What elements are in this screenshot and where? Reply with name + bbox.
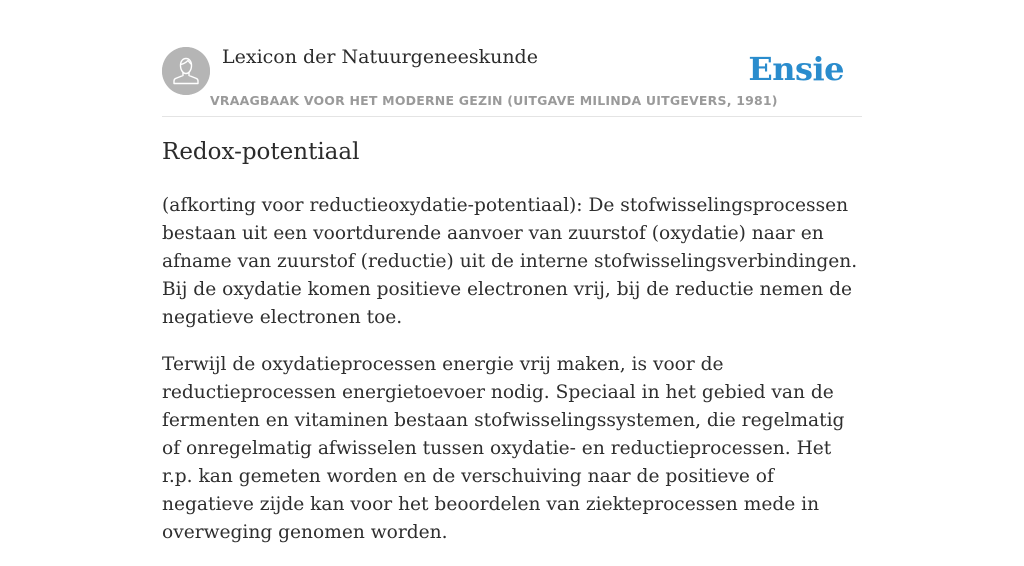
- source-subtitle: VRAAGBAAK VOOR HET MODERNE GEZIN (UITGAVE MILINDA UITGEVERS, 1981): [210, 93, 778, 108]
- source-title[interactable]: Lexicon der Natuurgeneeskunde: [222, 46, 538, 68]
- source-avatar[interactable]: [162, 47, 210, 95]
- ensie-logo[interactable]: Ensie: [748, 50, 844, 88]
- article-body: [162, 192, 865, 566]
- article-paragraph: Terwijl de oxydatieprocessen energie vrij maken, is voor de reductieprocessen energietoevoer nodig. Speciaal in het gebied van de fermenten en vitaminen bestaan stofwisselingssystemen, die regelmatig of onregelmatig afwisselen tussen oxydatie- en reductieprocessen. Het r.p. kan gemeten worden en de verschuiving naar de positieve of negatieve zijde kan voor het beoordelen van ziekteprocessen mede in overweging genomen worden.: [162, 354, 845, 543]
- user-icon: [162, 47, 210, 95]
- source-header: [162, 46, 862, 117]
- article-title: Redox-potentiaal: [162, 139, 360, 165]
- article-paragraph: (afkorting voor reductieoxydatie-potentiaal): De stofwisselingsprocessen bestaan uit een voortdurende aanvoer van zuurstof (oxydatie) naar en afname van zuurstof (reductie) uit de interne stofwisselingsverbindingen. Bij de oxydatie komen positieve electronen vrij, bij de reductie nemen de negatieve electronen toe.: [162, 195, 858, 328]
